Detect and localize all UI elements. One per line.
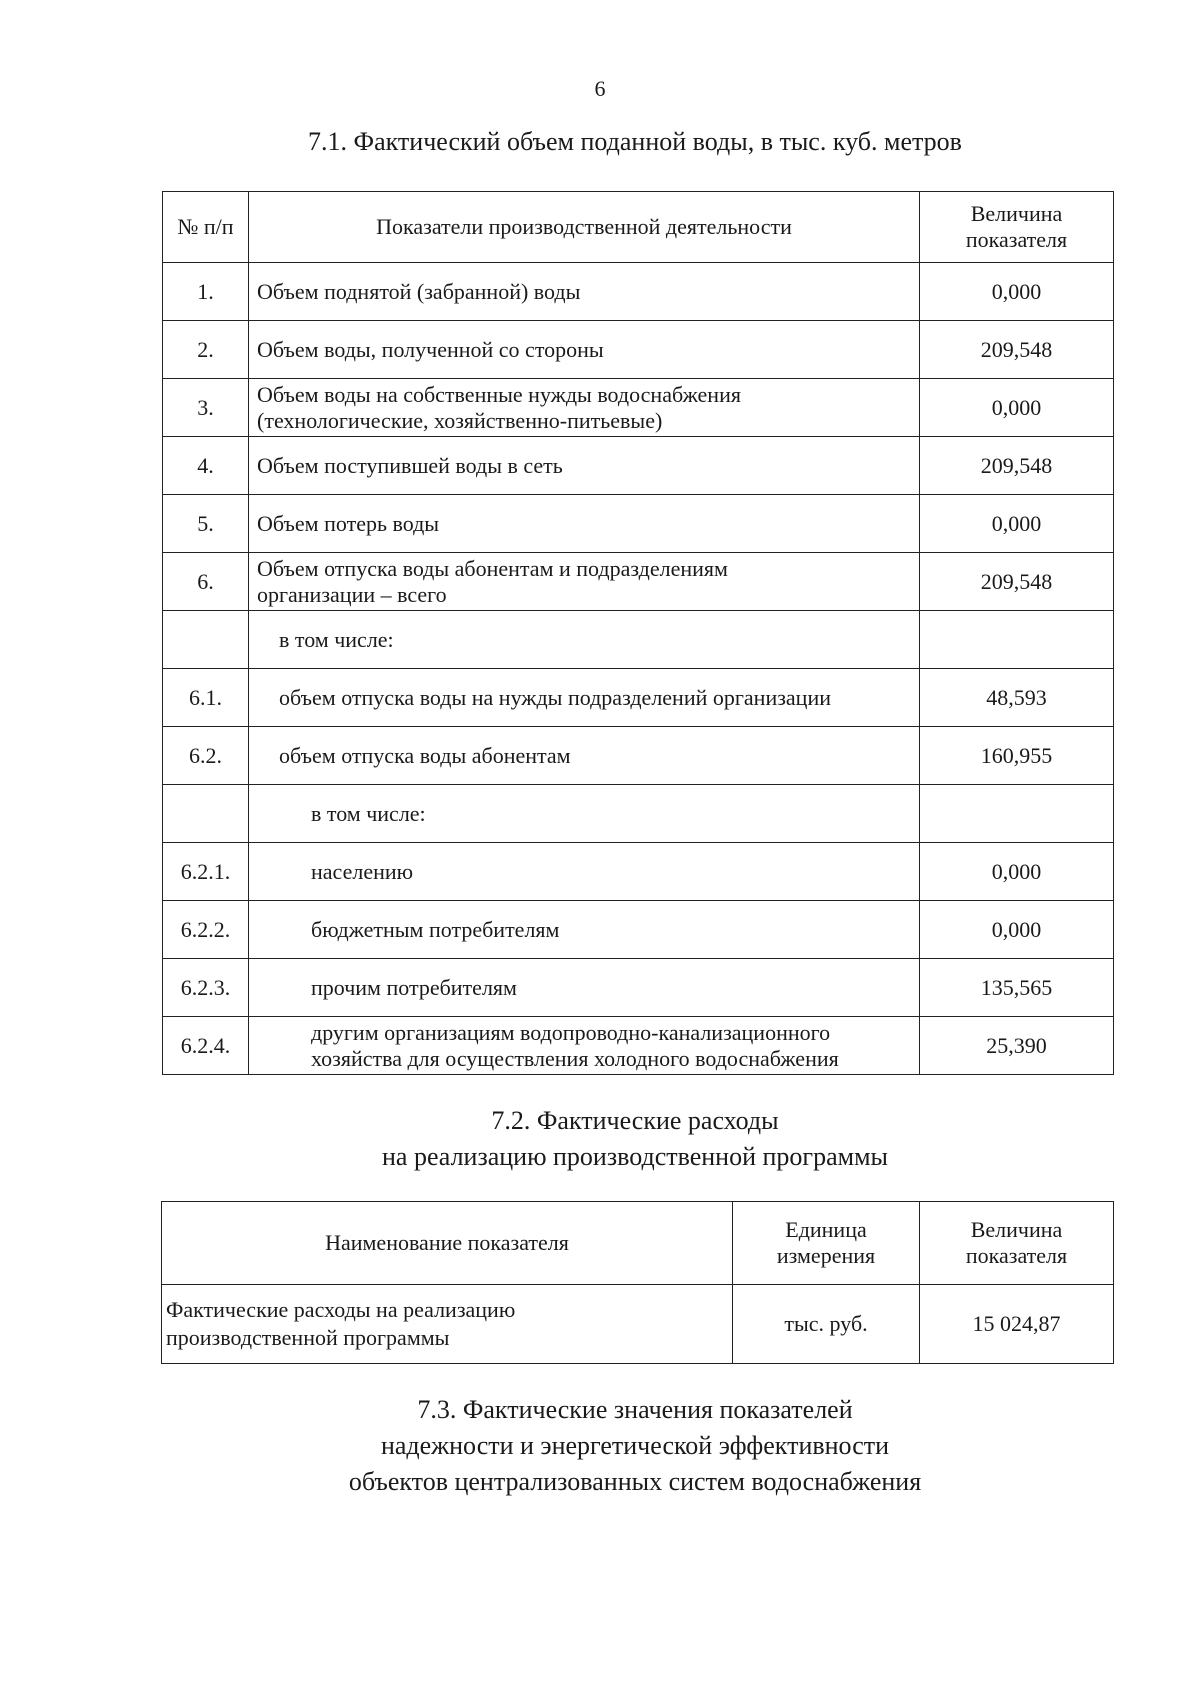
- row-num: 6.: [163, 553, 249, 611]
- row-num: 2.: [163, 321, 249, 379]
- row-num: 5.: [163, 495, 249, 553]
- table-row: [163, 321, 1114, 379]
- row-name: [249, 785, 920, 843]
- section-7-3-title: [0, 1392, 1200, 1500]
- table-header-row: [163, 192, 1114, 263]
- table-row: [163, 611, 1114, 669]
- table-row: [163, 263, 1114, 321]
- row-value: [920, 785, 1114, 843]
- row-value: 209,548: [920, 321, 1114, 379]
- row-name-line1: в том числе:: [311, 800, 426, 826]
- row-name: [249, 901, 920, 959]
- row-num: [163, 785, 249, 843]
- expenses-row-name-line1: Фактические расходы на реализацию: [166, 1297, 516, 1322]
- section-7-1-title: 7.1. Фактический объем поданной воды, в тыс. куб. метров: [308, 127, 962, 156]
- table-row: [163, 785, 1114, 843]
- section-7-3-title-line1: 7.3. Фактические значения показателей: [417, 1395, 853, 1424]
- row-num: 3.: [163, 379, 249, 437]
- table-row: [163, 843, 1114, 901]
- row-value: 209,548: [920, 437, 1114, 495]
- row-name: [249, 321, 920, 379]
- row-value: 209,548: [920, 553, 1114, 611]
- row-name-line2: организации – всего: [257, 581, 447, 607]
- row-name-line1: бюджетным потребителям: [311, 916, 560, 942]
- row-name-line1: объем отпуска воды на нужды подразделений организации: [279, 684, 831, 710]
- table-row: [163, 727, 1114, 785]
- row-name: [249, 437, 920, 495]
- header-value-line1: Величина: [970, 201, 1063, 226]
- row-name-line1: Объем воды, полученной со стороны: [257, 336, 604, 362]
- row-name-line1: в том числе:: [279, 626, 394, 652]
- row-name: [249, 959, 920, 1017]
- row-value: 0,000: [920, 495, 1114, 553]
- page-number: 6: [594, 76, 606, 101]
- expenses-table: [161, 1201, 1114, 1364]
- row-num: 6.2.2.: [163, 901, 249, 959]
- row-name: [249, 379, 920, 437]
- expenses-header-unit-line1: Единица: [785, 1217, 867, 1242]
- row-name: [249, 727, 920, 785]
- row-num: 6.2.1.: [163, 843, 249, 901]
- row-value: 0,000: [920, 263, 1114, 321]
- row-name-line1: Объем потерь воды: [257, 510, 440, 536]
- row-name-line2: хозяйства для осуществления холодного водоснабжения: [311, 1045, 839, 1071]
- row-value: 0,000: [920, 843, 1114, 901]
- table-row: [163, 669, 1114, 727]
- header-name: Показатели производственной деятельности: [249, 192, 920, 263]
- row-num: 1.: [163, 263, 249, 321]
- row-name: [249, 1017, 920, 1075]
- expenses-row-unit: тыс. руб.: [733, 1285, 920, 1364]
- expenses-header-value-line1: Величина: [970, 1217, 1063, 1242]
- row-name-line1: Объем отпуска воды абонентам и подразделениям: [257, 555, 728, 581]
- row-name-line1: Объем поднятой (забранной) воды: [257, 278, 581, 304]
- header-num: № п/п: [163, 192, 249, 263]
- expenses-row: [162, 1285, 1114, 1364]
- table-row: [163, 901, 1114, 959]
- section-7-2-title: [0, 1103, 1200, 1175]
- row-name-line1: Объем воды на собственные нужды водоснабжения: [257, 381, 741, 407]
- expenses-header-unit: [733, 1202, 920, 1285]
- section-7-3-title-line3: объектов централизованных систем водоснабжения: [348, 1467, 922, 1496]
- expenses-row-name: [162, 1285, 733, 1364]
- row-num: 6.2.3.: [163, 959, 249, 1017]
- section-7-2-title-line2: на реализацию производственной программы: [381, 1142, 888, 1171]
- row-num: 6.2.4.: [163, 1017, 249, 1075]
- water-volume-table: [162, 191, 1114, 1075]
- expenses-header-row: [162, 1202, 1114, 1285]
- row-name: [249, 843, 920, 901]
- table-row: [163, 1017, 1114, 1075]
- row-name-line1: Объем поступившей воды в сеть: [257, 452, 563, 478]
- row-value: 160,955: [920, 727, 1114, 785]
- row-name: [249, 553, 920, 611]
- row-name-line1: населению: [311, 858, 414, 884]
- row-value: [920, 611, 1114, 669]
- water-volume-body: [163, 263, 1114, 1075]
- row-name: [249, 611, 920, 669]
- table-row: [163, 495, 1114, 553]
- expenses-header-value-line2: показателя: [965, 1243, 1068, 1268]
- row-num: [163, 611, 249, 669]
- row-name-line1: другим организациям водопроводно-канализационного: [311, 1019, 831, 1045]
- table-row: [163, 959, 1114, 1017]
- expenses-header-name: Наименование показателя: [162, 1202, 733, 1285]
- row-value: 135,565: [920, 959, 1114, 1017]
- expenses-row-value: 15 024,87: [920, 1285, 1114, 1364]
- row-name-line1: объем отпуска воды абонентам: [279, 742, 571, 768]
- header-value: [920, 192, 1114, 263]
- table-row: [163, 379, 1114, 437]
- section-7-2-title-line1: 7.2. Фактические расходы: [491, 1106, 779, 1135]
- row-name-line2: (технологические, хозяйственно-питьевые): [257, 407, 663, 433]
- section-7-3-title-line2: надежности и энергетической эффективности: [380, 1431, 890, 1460]
- row-value: 48,593: [920, 669, 1114, 727]
- row-value: 0,000: [920, 379, 1114, 437]
- row-num: 6.2.: [163, 727, 249, 785]
- row-value: 25,390: [920, 1017, 1114, 1075]
- row-name: [249, 263, 920, 321]
- expenses-row-name-line2: производственной программы: [166, 1325, 450, 1350]
- row-name: [249, 495, 920, 553]
- row-value: 0,000: [920, 901, 1114, 959]
- row-num: 4.: [163, 437, 249, 495]
- row-name: [249, 669, 920, 727]
- header-value-line2: показателя: [965, 227, 1068, 252]
- row-name-line1: прочим потребителям: [311, 974, 517, 1000]
- table-row: [163, 553, 1114, 611]
- table-row: [163, 437, 1114, 495]
- expenses-header-value: [920, 1202, 1114, 1285]
- row-num: 6.1.: [163, 669, 249, 727]
- expenses-header-unit-line2: измерения: [776, 1243, 876, 1268]
